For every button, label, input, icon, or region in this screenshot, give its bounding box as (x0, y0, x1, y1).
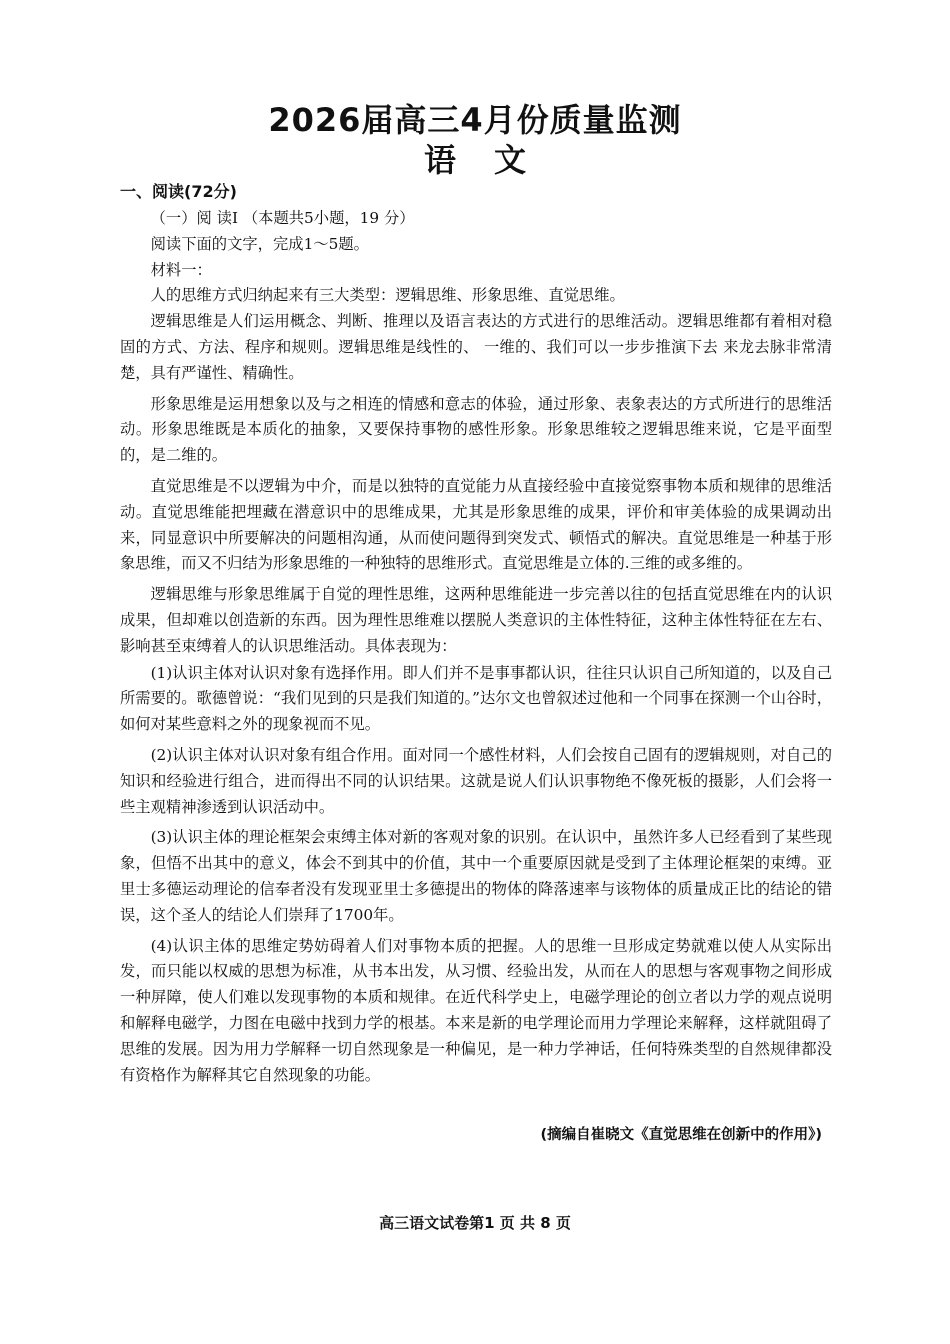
subject-title (0, 140, 950, 180)
subject-char: 文 (494, 141, 527, 179)
numbered-point: (2)认识主体对认识对象有组合作用。面对同一个感性材料，人们会按自己固有的逻辑规则，对自己的知识和经验进行组合，进而得出不同的认识结果。这就是说人们认识事物绝不像死板的摄影，人们会将一些主观精神渗透到认识活动中。 (120, 745, 832, 816)
numbered-point: (3)认识主体的理论框架会束缚主体对新的客观对象的识别。在认识中，虽然许多人已经看到了某些现象，但悟不出其中的意义，体会不到其中的价值，其中一个重要原因就是受到了主体理论框架的束缚。亚里士多德运动理论的信奉者没有发现亚里士多德提出的物体的降落速率与该物体的质量成正比的结论的错误，这个圣人的结论人们崇拜了1700年。 (120, 828, 832, 924)
paragraph: 逻辑思维与形象思维属于自觉的理性思维，这两种思维能进一步完善以往的包括直觉思维在内的认识成果，但却难以创造新的东西。因为理性思维难以摆脱人类意识的主体性特征，这种主体性特征在左右、影响甚至束缚着人的认识思维活动。具体表现为： (120, 585, 832, 655)
numbered-point: (1)认识主体对认识对象有选择作用。即人们并不是事事都认识，往往只认识自己所知道的，以及自己所需要的。歌德曾说：“我们见到的只是我们知道的。”达尔文也曾叙述过他和一个同事在探测一个山谷时，如何对某些意料之外的现象视而不见。 (120, 663, 832, 734)
paragraph: 人的思维方式归纳起来有三大类型：逻辑思维、形象思维、直觉思维。 (150, 286, 625, 305)
paragraph: 形象思维是运用想象以及与之相连的情感和意志的体验，通过形象、表象表达的方式所进行的思维活动。形象思维既是本质化的抽象，又要保持事物的感性形象。形象思维较之逻辑思维来说，它是平面型的，是二维的。 (120, 394, 832, 465)
instruction: 阅读下面的文字，完成1～5题。 (150, 234, 369, 253)
paragraph: 逻辑思维是人们运用概念、判断、推理以及语言表达的方式进行的思维活动。逻辑思维都有着相对稳固的方式、方法、程序和规则。逻辑思维是线性的、 一维的、我们可以一步步推演下去 来龙去脉非常清楚，具有严谨性、精确性。 (120, 312, 832, 382)
exam-title: 2026届高三4月份质量监测 (268, 101, 682, 139)
numbered-point: (4)认识主体的思维定势妨碍着人们对事物本质的把握。人的思维一旦形成定势就难以使人从实际出发，而只能以权威的思想为标准，从书本出发，从习惯、经验出发，从而在人的思想与客观事物之间形成一种屏障，使人们难以发现事物的本质和规律。在近代科学史上，电磁学理论的创立者以力学的观点说明和解释电磁学，力图在电磁中找到力学的根基。本来是新的电学理论而用力学理论来解释，这样就阻碍了思维的发展。因为用力学解释一切自然现象是一种偏见，是一种力学神话，任何特殊类型的自然规律都没有资格作为解释其它自然现象的功能。 (120, 936, 832, 1084)
source-credit: (摘编自崔晓文《直觉思维在创新中的作用》) (540, 1127, 822, 1143)
page-footer: 高三语文试卷第1 页 共 8 页 (379, 1214, 571, 1232)
reading-material (120, 206, 832, 1088)
subject-char: 语 (423, 141, 456, 179)
material-label: 材料一： (150, 260, 212, 279)
paragraph: 直觉思维是不以逻辑为中介，而是以独特的直觉能力从直接经验中直接觉察事物本质和规律的思维活动。直觉思维能把埋藏在潜意识中的思维成果，尤其是形象思维的成果，评价和审美体验的成果调动出来，同显意识中所要解决的问题相沟通，从而使问题得到突发式、顿悟式的解决。直觉思维是一种基于形象思维，而又不归结为形象思维的一种独特的思维形式。直觉思维是立体的.三维的或多维的。 (120, 476, 832, 573)
section-heading: 一、阅读(72分) (120, 182, 237, 201)
part-heading: （一）阅 读I （本题共5小题，19 分） (150, 209, 415, 227)
